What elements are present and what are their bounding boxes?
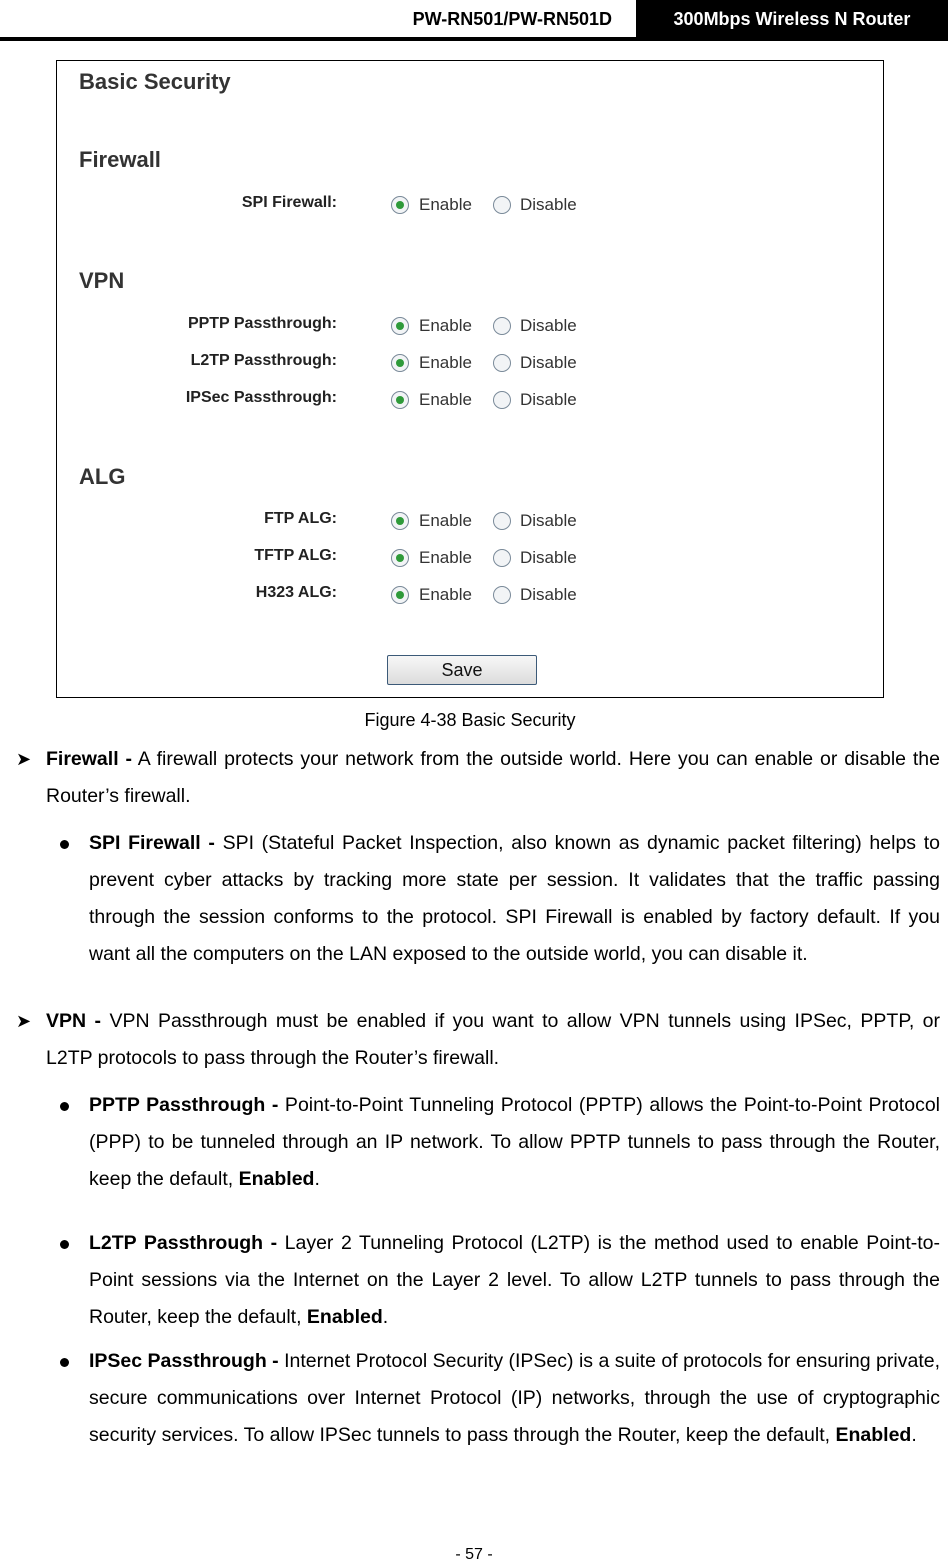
period: . bbox=[314, 1168, 320, 1190]
l2tp-paragraph bbox=[89, 1225, 940, 1336]
disable-label: Disable bbox=[520, 548, 577, 567]
row-spi-firewall bbox=[57, 194, 885, 220]
section-alg-heading: ALG bbox=[79, 464, 126, 489]
disable-radio[interactable] bbox=[493, 391, 511, 409]
page-header bbox=[0, 0, 948, 42]
pptp-default: Enabled bbox=[238, 1168, 315, 1190]
figure-caption: Figure 4-38 Basic Security bbox=[364, 710, 576, 730]
figure-title: Basic Security bbox=[79, 69, 231, 94]
disable-label: Disable bbox=[520, 316, 577, 335]
enable-radio[interactable] bbox=[391, 586, 409, 604]
header-rule bbox=[0, 37, 948, 41]
firewall-term: Firewall - bbox=[46, 748, 132, 770]
disable-label: Disable bbox=[520, 585, 577, 604]
disable-radio[interactable] bbox=[493, 317, 511, 335]
enable-radio[interactable] bbox=[391, 317, 409, 335]
disable-radio[interactable] bbox=[493, 512, 511, 530]
row-label: H323 ALG: bbox=[255, 584, 337, 601]
ipsec-paragraph bbox=[89, 1343, 940, 1454]
bullet-icon bbox=[60, 1102, 69, 1111]
save-button[interactable]: Save bbox=[387, 655, 537, 685]
disable-radio[interactable] bbox=[493, 196, 511, 214]
row-pptp-passthrough bbox=[57, 315, 885, 341]
row-label: SPI Firewall: bbox=[241, 194, 337, 211]
spi-paragraph bbox=[89, 825, 940, 973]
enable-radio[interactable] bbox=[391, 512, 409, 530]
enable-label: Enable bbox=[419, 195, 472, 214]
ipsec-text: Internet Protocol Security (IPSec) is a suite of protocols for ensuring private, secure communications over Internet Protocol (IP) networks, through the use of cryptographic security services. To allow IPSec tunnels to pass through the Router, keep the default, bbox=[89, 1350, 940, 1446]
row-ipsec-passthrough bbox=[57, 389, 885, 415]
model-name: PW-RN501/PW-RN501D bbox=[412, 9, 612, 29]
enable-label: Enable bbox=[419, 585, 472, 604]
row-label: TFTP ALG: bbox=[254, 547, 337, 564]
row-tftp-alg bbox=[57, 547, 885, 573]
enable-radio[interactable] bbox=[391, 391, 409, 409]
disable-label: Disable bbox=[520, 511, 577, 530]
bullet-icon bbox=[60, 1358, 69, 1367]
bullet-icon bbox=[60, 1240, 69, 1249]
arrow-bullet-icon: ➤ bbox=[16, 1011, 32, 1031]
vpn-text: VPN Passthrough must be enabled if you want to allow VPN tunnels using IPSec, PPTP, or L2TP protocols to pass through the Router’s firewall. bbox=[46, 1010, 940, 1069]
disable-label: Disable bbox=[520, 390, 577, 409]
firewall-paragraph bbox=[46, 741, 940, 815]
row-l2tp-passthrough bbox=[57, 352, 885, 378]
ipsec-term: IPSec Passthrough - bbox=[89, 1350, 279, 1372]
enable-radio[interactable] bbox=[391, 354, 409, 372]
spi-text: SPI (Stateful Packet Inspection, also known as dynamic packet filtering) helps to prevent cyber attacks by tracking more state per session. It validates that the traffic passing through the session conforms to the protocol. SPI Firewall is enabled by factory default. If you want all the computers on the LAN exposed to the outside world, you can disable it. bbox=[89, 832, 940, 965]
arrow-bullet-icon: ➤ bbox=[16, 749, 32, 769]
enable-radio[interactable] bbox=[391, 196, 409, 214]
row-ftp-alg bbox=[57, 510, 885, 536]
pptp-text: Point-to-Point Tunneling Protocol (PPTP) allows the Point-to-Point Protocol (PPP) to be tunneled through an IP network. To allow PPTP tunnels to pass through the Router, keep the default, bbox=[89, 1094, 940, 1190]
enable-radio[interactable] bbox=[391, 549, 409, 567]
section-firewall-heading: Firewall bbox=[79, 147, 161, 172]
enable-label: Enable bbox=[419, 511, 472, 530]
row-label: L2TP Passthrough: bbox=[190, 352, 337, 369]
ipsec-default: Enabled bbox=[835, 1424, 912, 1446]
disable-radio[interactable] bbox=[493, 549, 511, 567]
l2tp-term: L2TP Passthrough - bbox=[89, 1232, 278, 1254]
disable-label: Disable bbox=[520, 353, 577, 372]
l2tp-text: Layer 2 Tunneling Protocol (L2TP) is the method used to enable Point-to-Point sessions via the Internet on the Layer 2 level. To allow L2TP tunnels to pass through the Router, keep the default, bbox=[89, 1232, 940, 1328]
enable-label: Enable bbox=[419, 548, 472, 567]
row-label: IPSec Passthrough: bbox=[185, 389, 337, 406]
disable-radio[interactable] bbox=[493, 354, 511, 372]
vpn-paragraph bbox=[46, 1003, 940, 1077]
spi-term: SPI Firewall - bbox=[89, 832, 215, 854]
pptp-term: PPTP Passthrough - bbox=[89, 1094, 279, 1116]
firewall-text: A firewall protects your network from the outside world. Here you can enable or disable the Router’s firewall. bbox=[46, 748, 940, 807]
period: . bbox=[911, 1424, 917, 1446]
enable-label: Enable bbox=[419, 316, 472, 335]
section-vpn-heading: VPN bbox=[79, 268, 125, 293]
period: . bbox=[382, 1306, 389, 1328]
basic-security-figure bbox=[56, 60, 884, 698]
page-number: - 57 - bbox=[455, 1546, 493, 1563]
row-label: FTP ALG: bbox=[264, 510, 337, 527]
bullet-icon bbox=[60, 840, 69, 849]
enable-label: Enable bbox=[419, 390, 472, 409]
vpn-term: VPN - bbox=[46, 1010, 102, 1032]
pptp-paragraph bbox=[89, 1087, 940, 1198]
product-name: 300Mbps Wireless N Router bbox=[634, 0, 948, 38]
l2tp-default: Enabled bbox=[306, 1306, 383, 1328]
disable-radio[interactable] bbox=[493, 586, 511, 604]
disable-label: Disable bbox=[520, 195, 577, 214]
row-h323-alg bbox=[57, 584, 885, 610]
enable-label: Enable bbox=[419, 353, 472, 372]
row-label: PPTP Passthrough: bbox=[187, 315, 337, 332]
